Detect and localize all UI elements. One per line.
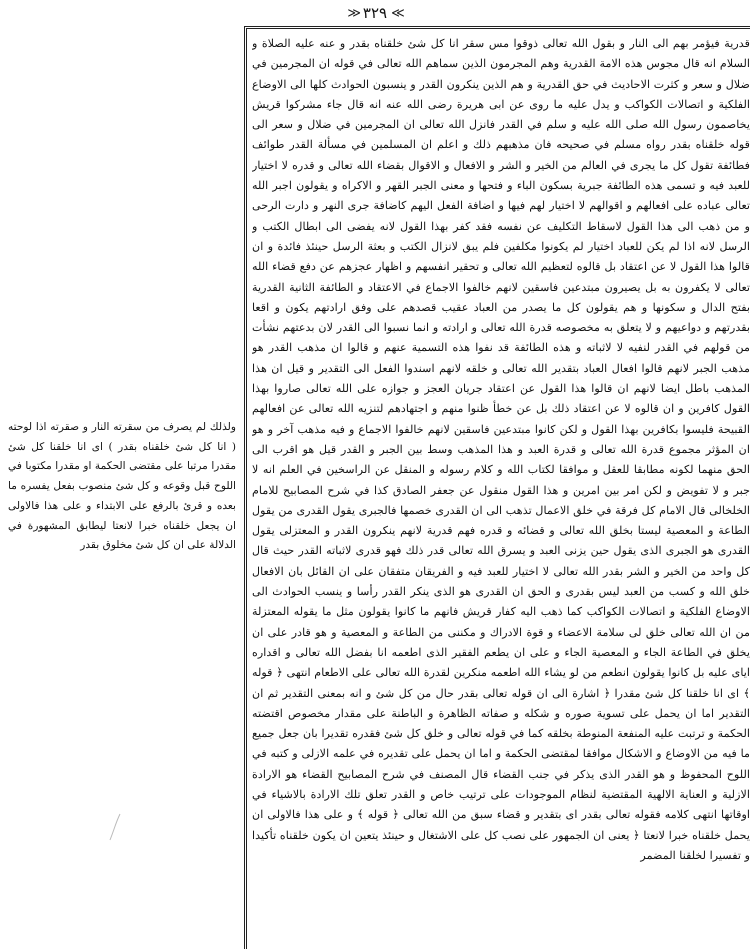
header-ornament-right: ≫ <box>391 5 403 21</box>
margin-paragraph: ولذلك لم يصرف من سقرته النار و صقرته اذا لوحته ( انا كل شئ خلقناه بقدر ) اى انا خلقنا كل شئ مقدرا مرتبا على مقتضى الحكمة او مقدرا مكتوبا في اللوح قبل وقوعه و كل شئ منصوب بفعل يفسره ما بعده و قرئ بالرفع على الابتداء و على هذا فالاولى ان يجعل خلقناه خبرا لانعتا ليطابق المشهورة في الدلالة على ان كل شئ مخلوق بقدر <box>8 421 236 552</box>
pencil-mark <box>106 812 126 842</box>
page-number: ٣٢٩ <box>362 4 388 22</box>
margin-tafsir-note <box>8 418 236 556</box>
main-paragraph: قدرية فيؤمر بهم الى النار و بقول الله تعالى ذوقوا مس سقر انا كل شئ خلقناه بقدر و عنه عليه الصلاة و السلام انه قال مجوس هذه الامة القدرية وهم المجرمون الذين سماهم الله تعالى في قوله ان المجرمين في ضلال و سعر و كثرت الاحاديث في حق القدرية و هم الذين ينكرون القدر و ينسبون الحوادث كلها الى الاوضاع الفلكية و اتصالات الكواكب و يدل عليه ما روى عن ابى هريرة رضى الله عنه انه قال جاء مشركوا قريش يخاصمون رسول الله صلى الله عليه و سلم في القدر فانزل الله تعالى ان المجرمين في ضلال و سعر الى قوله خلقناه بقدر رواه مسلم في صحيحه فان مذهبهم ذلك و اعلم ان المسلمين في مسألة القدر طوائف فطائفة تقول كل ما يجرى في العالم من الخير و الشر و الافعال و الاقوال بقضاء الله تعالى و قدره لا اختيار للعبد فيه و تسمى هذه الطائفة جبرية بسكون الباء و فتحها و معنى الجبر القهر و الاكراه و يقولون اجبر الله تعالى عباده على افعالهم و اقوالهم لا اختيار لهم فيها و اضافة الفعل اليهم كاضافة جرى النهر و دارت الرحى و من ذهب الى هذا القول لاسقاط التكليف عن نفسه فقد كفر بهذا القول لانه يفضى الى ابطال الكتب و الرسل لانه اذا لم يكن للعباد اختيار لم يكونوا مكلفين فلم يبق لانزال الكتب و بعثة الرسل حينئذ فائدة و ان قالوا هذا القول لا عن اعتقاد بل قالوه لتعظيم الله تعالى و تحقير انفسهم و اظهار عجزهم عن دفع قضاء الله تعالى لا يكفرون به بل يصيرون مبتدعين فاسقين لانهم خالفوا الاجماع في الاعتقاد و الطائفة الثانية القدرية بفتح الدال و سكونها و هم يقولون كل ما يصدر من العباد عقيب قصدهم على وفق ارادتهم يكون و اقعا بقدرتهم و دواعيهم و لا يتعلق به مخصوصه قدرة الله تعالى و ارادته و انما نسبوا الى القدر لان بدعتهم نشأت من قولهم في القدر لنفيه لا لاثباته و هذه الطائفة قد نفوا هذه التسمية عنهم و قالوا ان مذهب القدر هو مذهب الجبر لانهم قالوا افعال العباد بتقدير الله تعالى و خلقه لانهم اسندوا الفعل الى التقدير و قيل ان هذا المذهب باطل ايضا لانهم ان قالوا هذا القول عن اعتقاد جريان العجز و جوازه على الله تعالى صاروا بهذا القول كافرين و ان قالوه لا عن اعتقاد ذلك بل عن خطأ ظنوا منهم و اجتهادهم لتنزيه الله تعالى عن افعالهم القبيحة فليسوا بكافرين بهذا القول و لكن كانوا مبتدعين فاسقين لانهم خالفوا الاجماع و فيه مذهب آخر و هو ان المؤثر مجموع قدرة الله تعالى و قدرة العبد و هذا المذهب وسط بين الجبر و القدر قيل هو اقرب الى الحق منهما لكونه مطابقا للعقل و موافقا لكتاب الله و كلام رسوله و المنقل عن الراسخين في العلم انه لا جبر و لا تفويض و لكن امر بين امرين و هذا القول منقول عن جعفر الصادق كذا في شرح المصابيح للامام الخلخالى قال الامام كل فرقة في خلق الاعمال تذهب الى ان القدرى خصمها فالجبرى يقول القدرى من يقول الطاعة و المعصية ليستا بخلق الله تعالى و قضائه و قدره فهم قدرية لانهم ينكرون القدر و المعتزلى يقول القدرى هو الجبرى الذى يقول حين يزنى العبد و يسرق الله تعالى قدر ذلك فهو قدرى لاثباته القدر حيث قال كل واحد من الخير و الشر بقدر الله تعالى لا اختيار للعبد فيه و الفريقان متفقان على ان القائل بان الافعال خلق الله و كسب من العبد ليس بقدرى و الحق ان القدرى هو الذى ينكر القدر رأسا و ينسب الحوادث الى الاوضاع الفلكية و اتصالات الكواكب كما ذهب اليه كفار قريش فانهم ما كانوا يقولون مثل ما يقوله المعتزلة من ان الله تعالى خلق لى سلامة الاعضاء و قوة الادراك و مكننى من الطاعة و المعصية و هو قادر على ان يخلق في الطاعة الجاء و المعصية الجاء و على ان يطعم الفقير الذى اطعمه انا بفضل الله تعالى و اقداره اياى عليه بل كانوا يقولون انطعم من لو يشاء الله اطعمه منكرين لقدرة الله تعالى على الاطعام انتهى ﴿ قوله ﴾ اى انا خلقنا كل شئ مقدرا ﴿ اشارة الى ان قوله تعالى بقدر حال من كل شئ و انه بمعنى التقدير ثم ان التقدير اما ان يحمل على تسوية صوره و شكله و صفاته الظاهرة و الباطنة على مقدار مخصوص اقتضته الحكمة و ترتبت عليه المنفعة المنوطة بخلقه كما في قوله تعالى و خلق كل شئ فقدره تقديرا بان جعل جميع ما فيه من الاوضاع و الاشكال موافقا لمقتضى الحكمة و اما ان يحمل على تقديره في علمه الازلى و كتبه في اللوح المحفوظ و هو القدر الذى يذكر في جنب القضاء قال المصنف في شرح المصابيح القضاء هو الارادة الازلية و العناية الالهية المقتضية لنظام الموجودات على ترتيب خاص و القدر تعلق تلك الارادة بالاشياء في اوقاتها انتهى كلامه فقوله تعالى بقدر اى بتقدير و قضاء سبق من الله تعالى ﴿ قوله ﴾ و على هذا فالاولى ان يحمل خلقناه خبرا لانعتا ﴿ يعنى ان الجمهور على نصب كل على الاشتغال و حينئذ يتعين ان يكون خلقناه تأكيدا و تفسيرا لخلقنا المضمر <box>252 37 750 862</box>
header-ornament-left: ≪ <box>347 5 359 21</box>
main-commentary-text <box>252 34 750 934</box>
page-header <box>0 2 750 24</box>
